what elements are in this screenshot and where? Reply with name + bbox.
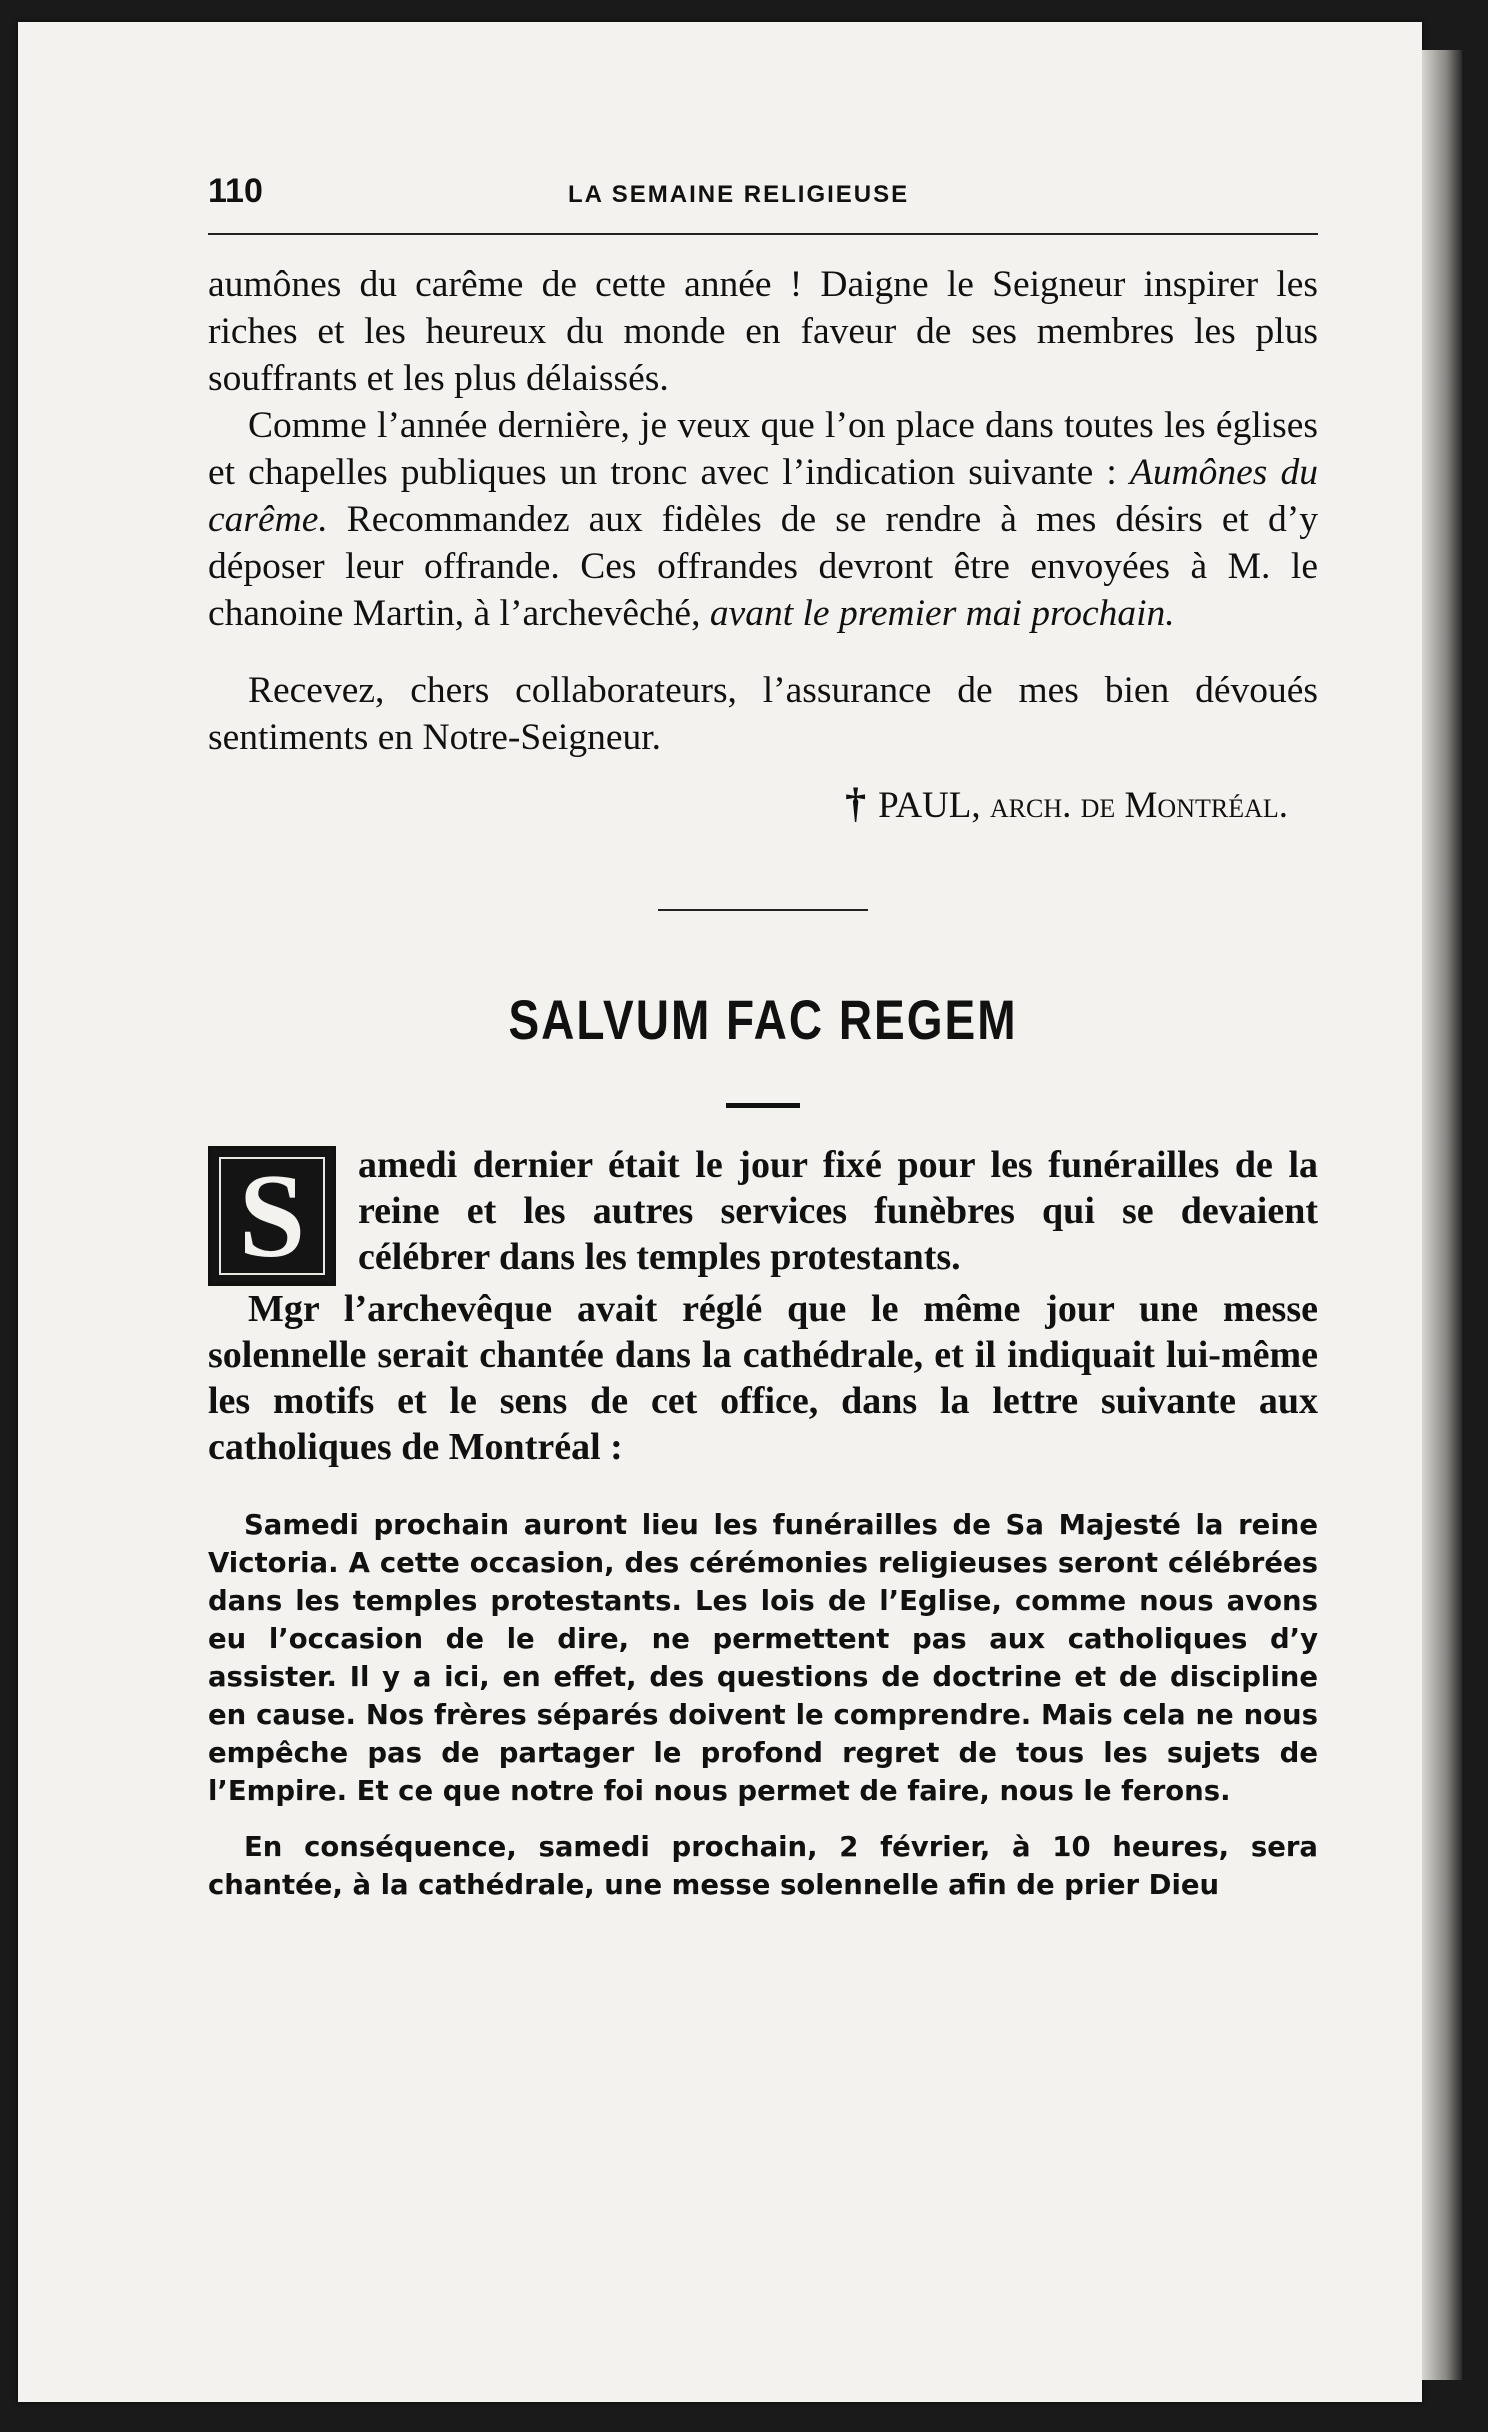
- paragraph-2-start: Comme l’année dernière, je veux que l’on place dans toutes les églises et chapelles publiques un tronc avec l’indication suivante :: [208, 405, 1318, 493]
- book-page: [18, 22, 1422, 2402]
- page-number: 110: [208, 172, 263, 210]
- ornamental-dropcap: [208, 1146, 336, 1286]
- signature-name: PAUL,: [878, 785, 981, 826]
- page-edge: [1422, 50, 1462, 2380]
- letter-paragraph-2: En conséquence, samedi prochain, 2 février, à 10 heures, sera chantée, à la cathédrale, une messe solennelle afin de prier Dieu: [208, 1831, 1318, 1901]
- section-paragraph-2: Mgr l’archevêque avait réglé que le même jour une messe solennelle serait chantée dans la cathédrale, et il indiquait lui-même les motifs et le sens de cet office, dans la lettre suivante aux catholiques de Montréal :: [208, 1288, 1318, 1468]
- paragraph-2-italic-end: avant le premier mai prochain.: [709, 593, 1175, 634]
- dropcap-letter: S: [238, 1149, 306, 1282]
- dropcap-frame: [219, 1149, 325, 1282]
- paragraph-2: [208, 402, 1318, 637]
- quoted-letter: [208, 1506, 1318, 1904]
- section-paragraph-1: amedi dernier était le jour fixé pour les funérailles de la reine et les autres services funèbres qui se devaient célébrer dans les temples protestants.: [358, 1144, 1318, 1278]
- paragraph-2-middle: Recommandez aux fidèles de se rendre à mes désirs et d’y déposer leur offrande. Ces offrandes devront être envoyées à M. le chanoine Martin, à l’archevêché,: [208, 499, 1318, 634]
- paragraph-1: aumônes du carême de cette année ! Daigne le Seigneur inspirer les riches et les heureux du monde en faveur de ses membres les plus souffrants et les plus délaissés.: [208, 264, 1318, 399]
- letter-paragraph-1: Samedi prochain auront lieu les funérailles de Sa Majesté la reine Victoria. A cette occasion, des cérémonies religieuses seront célébrées dans les temples protestants. Les lois de l’Eglise, comme nous avons eu l’occasion de le dire, ne permettent pas aux catholiques d’y assister. Il y a ici, en effet, des questions de doctrine et de discipline en cause. Nos frères séparés doivent le comprendre. Mais cela ne nous empêche pas de partager le profond regret de tous les sujets de l’Empire. Et ce que notre foi nous permet de faire, nous le ferons.: [208, 1509, 1318, 1807]
- body-text: [208, 261, 1318, 829]
- page-content: [208, 172, 1318, 1904]
- title-rule: [726, 1103, 800, 1108]
- section-title: SALVUM FAC REGEM: [508, 988, 1018, 1052]
- paragraph-2-italic: Aumônes du carême.: [208, 452, 1318, 540]
- signature: [208, 781, 1318, 829]
- section-separator: [658, 909, 868, 911]
- section-body: [208, 1142, 1318, 1470]
- header-rule: [208, 233, 1318, 235]
- signature-title: arch. de Montréal.: [989, 785, 1288, 826]
- running-title: LA SEMAINE RELIGIEUSE: [568, 181, 910, 208]
- paragraph-3: Recevez, chers collaborateurs, l’assurance de mes bien dévoués sentiments en Notre-Seigneur.: [208, 670, 1318, 758]
- running-head: [208, 172, 1318, 211]
- cross-icon: †: [845, 781, 867, 827]
